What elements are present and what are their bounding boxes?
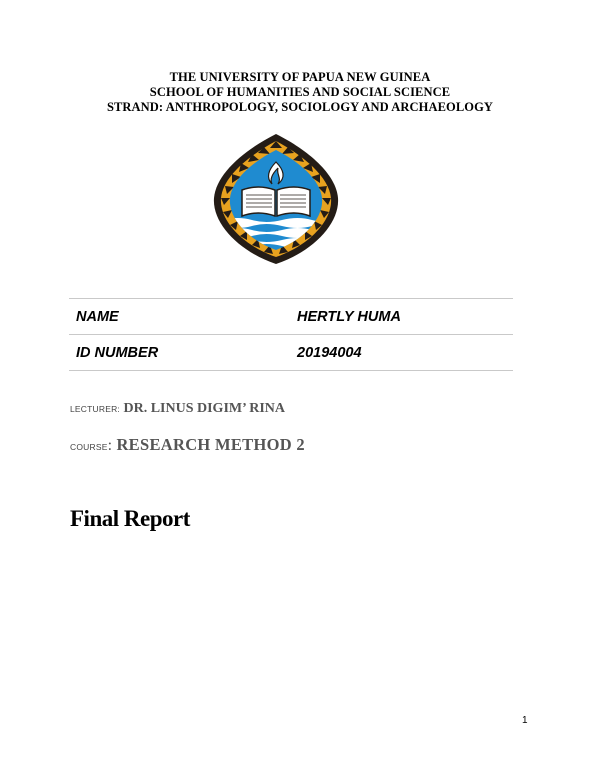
- course-colon: :: [107, 437, 113, 454]
- school-name: SCHOOL OF HUMANITIES AND SOCIAL SCIENCE: [149, 85, 451, 99]
- course-name: RESEARCH METHOD 2: [112, 435, 305, 454]
- university-name: THE UNIVERSITY OF PAPUA NEW GUINEA: [169, 70, 431, 84]
- university-crest-icon: [212, 132, 340, 266]
- lecturer-label: LECTURER:: [70, 404, 120, 414]
- strand-name: STRAND: ANTHROPOLOGY, SOCIOLOGY AND ARCHAEOLOGY: [106, 100, 494, 114]
- student-info-table: [69, 298, 513, 371]
- document-header: [0, 70, 600, 115]
- name-value: HERTLY HUMA: [290, 299, 513, 335]
- id-label: ID NUMBER: [69, 335, 290, 371]
- page-number: 1: [522, 715, 528, 726]
- id-value: 20194004: [290, 335, 513, 371]
- lecturer-name: DR. LINUS DIGIM’ RINA: [119, 401, 286, 416]
- lecturer-line: [70, 399, 285, 417]
- course-label: COURSE: [70, 442, 108, 452]
- table-row: [69, 299, 513, 335]
- table-row: [69, 335, 513, 371]
- course-line: [70, 435, 305, 455]
- name-label: NAME: [69, 299, 290, 335]
- report-title: Final Report: [70, 506, 190, 531]
